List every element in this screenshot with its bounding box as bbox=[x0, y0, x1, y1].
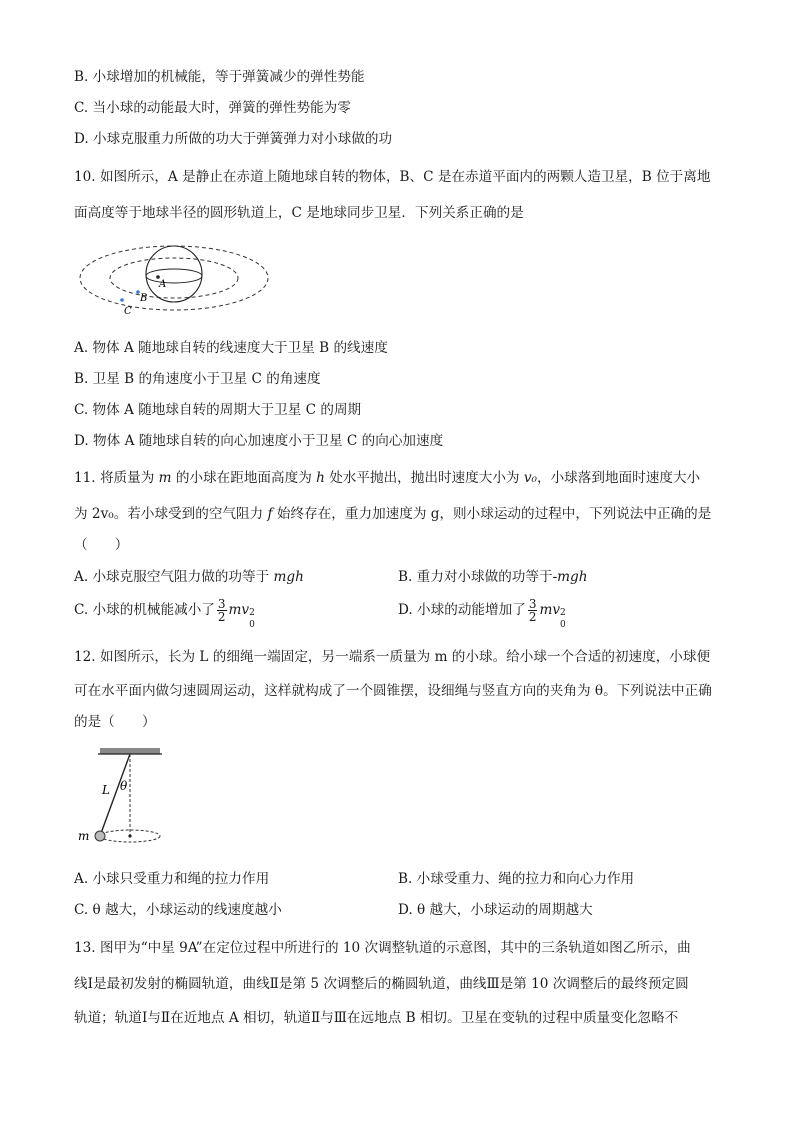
q10-stem-line1: 10. 如图所示，A 是静止在赤道上随地球自转的物体，B、C 是在赤道平面内的两颗人造卫星，B 位于离地 bbox=[74, 169, 711, 185]
q11-stem-line3: （ ） bbox=[74, 537, 129, 553]
q13-stem-line1: 13. 图甲为“中星 9A”在定位过程中所进行的 10 次调整轨道的示意图，其中的三条轨道如图乙所示，曲 bbox=[74, 940, 691, 956]
q12-stem-line1: 12. 如图所示，长为 L 的细绳一端固定，另一端系一质量为 m 的小球。给小球一个合适的初速度，小球便 bbox=[74, 649, 711, 665]
label-c: C bbox=[124, 306, 132, 317]
q11-option-b: B. 重力对小球做的功等于-mgh bbox=[398, 569, 588, 585]
fraction: $\frac{3}{2}$ bbox=[528, 597, 537, 624]
q11-option-d: D. 小球的动能增加了 $\frac{3}{2}$ mv 2 0 bbox=[398, 597, 566, 630]
q12-stem-line2: 可在水平面内做匀速圆周运动，这样就构成了一个圆锥摆，设细绳与竖直方向的夹角为 θ。下列说法中正确 bbox=[74, 683, 712, 699]
q10-option-a: A. 物体 A 随地球自转的线速度大于卫星 B 的线速度 bbox=[74, 340, 388, 356]
q9-option-c: C. 当小球的动能最大时，弹簧的弹性势能为零 bbox=[74, 100, 351, 116]
ceiling-hatch bbox=[100, 748, 160, 754]
q10-option-b: B. 卫星 B 的角速度小于卫星 C 的角速度 bbox=[74, 371, 321, 387]
q9-option-d: D. 小球克服重力所做的功大于弹簧弹力对小球做的功 bbox=[74, 131, 393, 147]
q11-stem-line2: 为 2v₀。若小球受到的空气阻力 f 始终存在，重力加速度为 g，则小球运动的过程中，下列说法中正确的是 bbox=[74, 506, 712, 522]
q12-stem-line3: 的是（ ） bbox=[74, 714, 156, 730]
center-dot bbox=[128, 834, 131, 837]
q10-option-d: D. 物体 A 随地球自转的向心加速度小于卫星 C 的向心加速度 bbox=[74, 433, 444, 449]
orbit-b bbox=[110, 258, 238, 298]
q12-option-c: C. θ 越大，小球运动的线速度越小 bbox=[74, 902, 282, 918]
q11-option-c: C. 小球的机械能减小了 $\frac{3}{2}$ mv 2 0 bbox=[74, 597, 255, 630]
q13-stem-line3: 轨道；轨道Ⅰ与Ⅱ在近地点 A 相切，轨道Ⅱ与Ⅲ在远地点 B 相切。卫星在变轨的过程中质量变化忽略不 bbox=[74, 1010, 679, 1026]
label-b: B bbox=[140, 293, 148, 304]
label-l: L bbox=[102, 783, 110, 797]
equator bbox=[146, 269, 202, 283]
q12-option-d: D. θ 越大，小球运动的周期越大 bbox=[398, 902, 593, 918]
q12-option-b: B. 小球受重力、绳的拉力和向心力作用 bbox=[398, 871, 635, 887]
q11-option-a: A. 小球克服空气阻力做的功等于 mgh bbox=[74, 569, 304, 585]
label-theta: θ bbox=[120, 779, 128, 793]
satellite-c-dot bbox=[120, 298, 124, 302]
q12-conical-pendulum-diagram bbox=[76, 744, 186, 848]
fraction: $\frac{3}{2}$ bbox=[217, 597, 226, 624]
q10-stem-line2: 面高度等于地球半径的圆形轨道上，C 是地球同步卫星．下列关系正确的是 bbox=[74, 205, 524, 221]
q11-stem-line1: 11. 将质量为 m 的小球在距地面高度为 h 处水平抛出，抛出时速度大小为 v₀，小球落到地面时速度大小 bbox=[74, 470, 701, 486]
q10-orbit-diagram bbox=[76, 236, 272, 320]
q9-option-b: B. 小球增加的机械能，等于弹簧减少的弹性势能 bbox=[74, 69, 365, 85]
earth-circle bbox=[146, 246, 202, 302]
q13-stem-line2: 线Ⅰ是最初发射的椭圆轨道，曲线Ⅱ是第 5 次调整后的椭圆轨道，曲线Ⅲ是第 10 次调整后的最终预定圆 bbox=[74, 976, 689, 992]
label-m: m bbox=[78, 829, 90, 843]
q10-option-c: C. 物体 A 随地球自转的周期大于卫星 C 的周期 bbox=[74, 402, 362, 418]
q12-option-a: A. 小球只受重力和绳的拉力作用 bbox=[74, 871, 270, 887]
ball bbox=[95, 831, 105, 841]
label-a: A bbox=[159, 279, 167, 290]
orbit-c bbox=[80, 246, 268, 310]
